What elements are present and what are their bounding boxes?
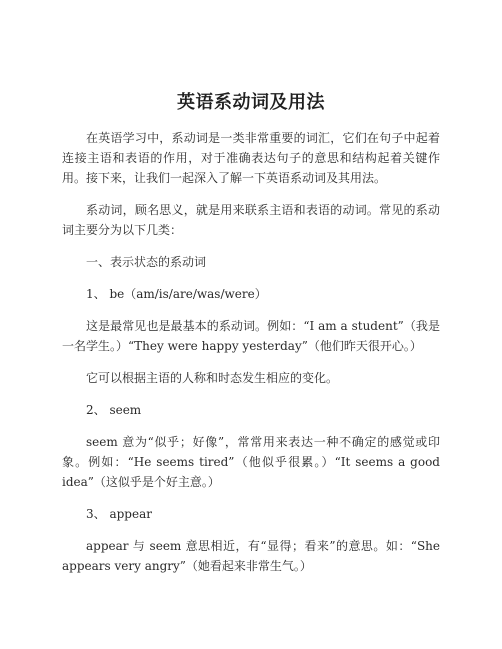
appear-paragraph: appear 与 seem 意思相近，有“显得；看来”的意思。如：“She appears very angry”（她看起来非常生气。）: [62, 539, 440, 573]
section-heading-state-verbs: 一、表示状态的系动词: [86, 255, 207, 269]
subheading-seem: 2、 seem: [86, 403, 142, 417]
be-example-paragraph: 这是最常见也是最基本的系动词。例如：“I am a student”（我是一名学生。）“They were happy yesterday”（他们昨天很开心。）: [62, 319, 440, 353]
document-title: 英语系动词及用法: [177, 92, 325, 113]
intro-paragraph: 在英语学习中，系动词是一类非常重要的词汇，它们在句子中起着连接主语和表语的作用，对于准确表达句子的意思和结构起着关键作用。接下来，让我们一起深入了解一下英语系动词及其用法。: [62, 131, 440, 185]
definition-paragraph: 系动词，顾名思义，就是用来联系主语和表语的动词。常见的系动词主要分为以下几类：: [62, 203, 440, 237]
subheading-appear: 3、 appear: [86, 507, 152, 521]
be-note-paragraph: 它可以根据主语的人称和时态发生相应的变化。: [86, 371, 339, 385]
subheading-be: 1、 be（am/is/are/was/were）: [86, 287, 267, 301]
seem-paragraph: seem 意为“似乎；好像”，常常用来表达一种不确定的感觉或印象。例如：“He seems tired”（他似乎很累。）“It seems a good idea”（这似乎是个好主意。）: [62, 435, 440, 489]
